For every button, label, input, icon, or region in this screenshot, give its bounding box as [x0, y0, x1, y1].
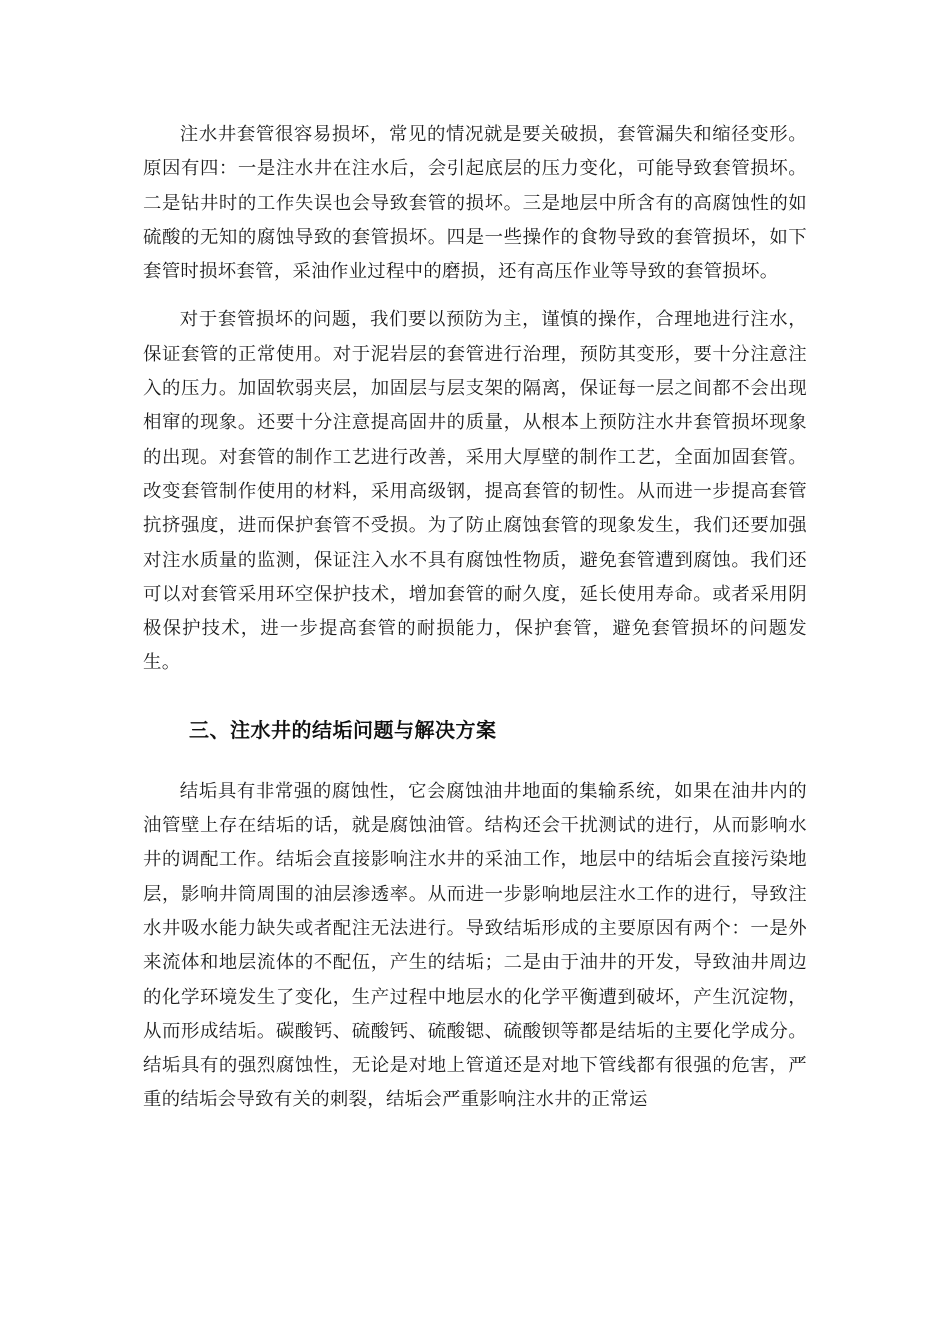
document-page: [143, 118, 807, 1118]
section-heading: 三、注水井的结垢问题与解决方案: [189, 717, 497, 742]
paragraph-scaling-problem: 结垢具有非常强的腐蚀性，它会腐蚀油井地面的集输系统，如果在油井内的油管壁上存在结垢的话，就是腐蚀油管。结构还会干扰测试的进行，从而影响水井的调配工作。结垢会直接影响注水井的采油工作，地层中的结垢会直接污染地层，影响井筒周围的油层渗透率。从而进一步影响地层注水工作的进行，导致注水井吸水能力缺失或者配注无法进行。导致结垢形成的主要原因有两个：一是外来流体和地层流体的不配伍，产生的结垢；二是由于油井的开发，导致油井周边的化学环境发生了变化，生产过程中地层水的化学平衡遭到破坏，产生沉淀物，从而形成结垢。碳酸钙、硫酸钙、硫酸锶、硫酸钡等都是结垢的主要化学成分。结垢具有的强烈腐蚀性，无论是对地上管道还是对地下管线都有很强的危害，严重的结垢会导致有关的刺裂，结垢会严重影响注水井的正常运: [143, 780, 807, 1111]
paragraph-casing-damage-causes: 注水井套管很容易损坏，常见的情况就是要关破损，套管漏失和缩径变形。原因有四：一是注水井在注水后，会引起底层的压力变化，可能导致套管损坏。二是钻井时的工作失误也会导致套管的损坏。三是地层中所含有的高腐蚀性的如硫酸的无知的腐蚀导致的套管损坏。四是一些操作的食物导致的套管损坏，如下套管时损坏套管，采油作业过程中的磨损，还有高压作业等导致的套管损坏。: [143, 124, 807, 283]
paragraph-casing-damage-prevention: 对于套管损坏的问题，我们要以预防为主，谨慎的操作，合理地进行注水，保证套管的正常使用。对于泥岩层的套管进行治理，预防其变形，要十分注意注入的压力。加固软弱夹层，加固层与层支架的隔离，保证每一层之间都不会出现相窜的现象。还要十分注意提高固井的质量，从根本上预防注水井套管损坏现象的出现。对套管的制作工艺进行改善，采用大厚壁的制作工艺，全面加固套管。改变套管制作使用的材料，采用高级钢，提高套管的韧性。从而进一步提高套管抗挤强度，进而保护套管不受损。为了防止腐蚀套管的现象发生，我们还要加强对注水质量的监测，保证注入水不具有腐蚀性物质，避免套管遭到腐蚀。我们还可以对套管采用环空保护技术，增加套管的耐久度，延长使用寿命。或者采用阴极保护技术，进一步提高套管的耐损能力，保护套管，避免套管损坏的问题发生。: [143, 309, 807, 674]
